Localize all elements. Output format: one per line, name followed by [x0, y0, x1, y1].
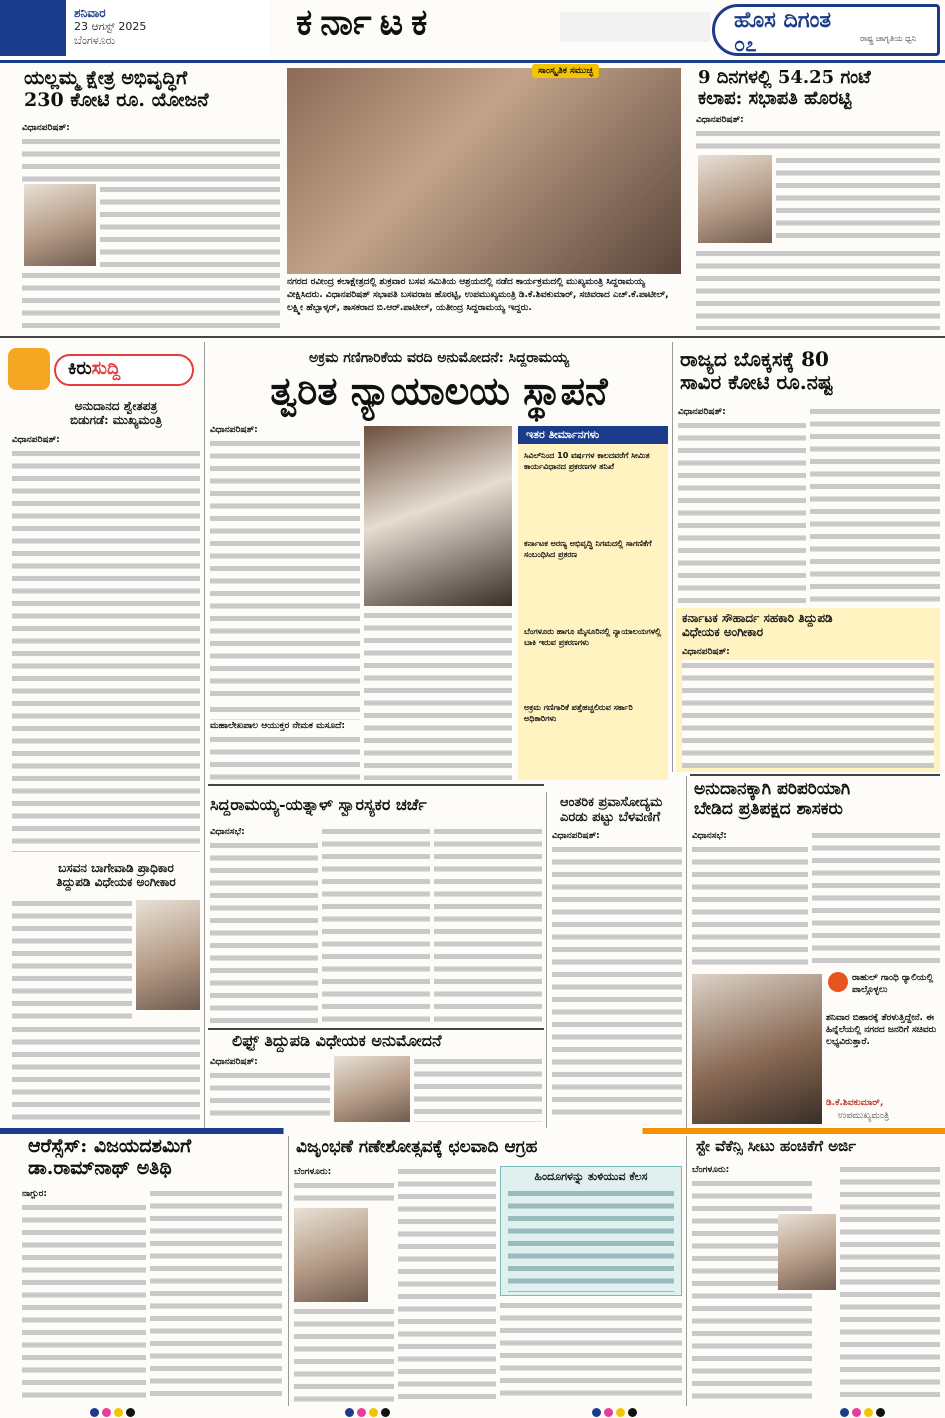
cooperative-body — [682, 660, 934, 768]
loss-headline: ರಾಜ್ಯದ ಬೊಕ್ಕಸಕ್ಕೆ 80 ಸಾವಿರ ಕೋಟಿ ರೂ.ನಷ್ಟ — [680, 347, 833, 394]
lift-dateline: ವಿಧಾನಪರಿಷತ್: — [210, 1057, 258, 1067]
rss-dateline: ನಾಗ್ಪುರ: — [22, 1189, 47, 1199]
masthead-day: ಶನಿವಾರ — [74, 6, 106, 20]
rss-headline: ಆರೆಸ್ಸೆಸ್: ವಿಜಯದಶಮಿಗೆ ಡಾ.ರಾಮ್‌ನಾಥ್ ಅತಿಥಿ — [28, 1135, 192, 1179]
brief2-body-1 — [12, 898, 132, 1022]
yallamma-body-1 — [22, 136, 280, 182]
sidebar-item: ಕರ್ನಾಟಕ ಅರಣ್ಯ ಅಭಿವೃದ್ಧಿ ನಿಗಮದಲ್ಲಿ ಸಾಗಣಿಕೆಗೆ ಸಂಬಂಧಿಸಿದ ಪ್ರಕರಣ — [524, 539, 652, 559]
siddu-yatnal-body-1 — [210, 840, 318, 1024]
loss-dateline: ವಿಧಾನಪರಿಷತ್: — [678, 407, 726, 417]
lead-dateline: ವಿಧಾನಪರಿಷತ್: — [210, 425, 258, 435]
brief2-body-2 — [12, 1024, 200, 1122]
yallamma-body-3 — [22, 270, 280, 328]
registration-dot — [628, 1408, 637, 1417]
photo-caption: ನಗರದ ರವೀಂದ್ರ ಕಲಾಕ್ಷೇತ್ರದಲ್ಲಿ ಶುಕ್ರವಾರ ಬಸವ ಸಮಿತಿಯ ಆಶ್ರಯದಲ್ಲಿ ನಡೆದ ಕಾರ್ಯಕ್ರಮದಲ್ಲಿ ಮುಖ್ಯಮಂತ್ರಿ ಸಿದ್ದರಾಮಯ್ಯ ವೀಕ್ಷಿಸಿದರು. ವಿಧಾನಪರಿಷತ್ ಸಭಾಪತಿ ಬಸವರಾಜ ಹೊರಟ್ಟಿ, ಉಪಮುಖ್ಯಮಂತ್ರಿ ಡಿ.ಕೆ.ಶಿವಕುಮಾರ್, ಸಚಿವರಾದ ಎಚ್.ಕೆ.ಪಾಟೀಲ್, ಲಕ್ಷ್ಮೀ ಹೆಬ್ಬಾಳ್ಕರ್, ತಾಸಕರಾದ ಬಿ.ಆರ್.ಪಾಟೀಲ್, ಯತೀಂದ್ರ ಸಿದ್ದರಾಮಯ್ಯ ಇದ್ದರು. — [287, 277, 669, 313]
col-divider-6 — [686, 1136, 687, 1406]
ganesha-body-4 — [500, 1300, 682, 1402]
lead-body-4 — [210, 734, 360, 780]
registration-dot — [604, 1408, 613, 1417]
masthead-blue-tab — [0, 0, 66, 56]
brief1-body — [12, 448, 200, 852]
ganesha-dateline: ಬೆಂಗಳೂರು: — [294, 1167, 332, 1177]
registration-dot — [381, 1408, 390, 1417]
loss-body-1 — [678, 420, 806, 606]
ganesha-body-2 — [294, 1306, 394, 1402]
lead-body-3 — [210, 704, 360, 720]
col-divider-2 — [672, 342, 673, 772]
yallamma-dateline: ವಿಧಾನಪರಿಷತ್: — [22, 123, 70, 133]
yallamma-headline: ಯಲ್ಲಮ್ಮ ಕ್ಷೇತ್ರ ಅಭಿವೃದ್ಧಿಗೆ 230 ಕೋಟಿ ರೂ. ಯೋಜನೆ — [24, 67, 209, 111]
pointing-hand-icon — [8, 348, 50, 390]
col-divider-5 — [288, 1136, 289, 1406]
page-number: ೦೭ — [734, 32, 757, 56]
lead-body-1 — [210, 438, 360, 702]
registration-dots-4 — [840, 1408, 885, 1417]
grants-photo — [692, 974, 822, 1124]
siddu-yatnal-body-3 — [434, 826, 542, 1024]
registration-dots-1 — [90, 1408, 135, 1417]
session-body-2 — [776, 155, 940, 245]
lead-body-2 — [364, 610, 512, 780]
stay-headline: ಸ್ಟೇ ವೆಕೆನ್ಸಿ ಸೀಟು ಹಂಚಿಕೆಗೆ ಅರ್ಜಿ — [696, 1137, 856, 1155]
col-divider-1 — [204, 342, 205, 1128]
ganesha-portrait — [294, 1208, 368, 1302]
kirusuddi-banner — [2, 346, 202, 394]
registration-dot — [369, 1408, 378, 1417]
cooperative-headline: ಕರ್ನಾಟಕ ಸೌಹಾರ್ದ ಸಹಕಾರಿ ತಿದ್ದುಪಡಿ ವಿಧೇಯಕ ಅಂಗೀಕಾರ — [682, 611, 833, 639]
brief2-portrait — [136, 900, 200, 1010]
sidebar-item: ಬೆಂಗಳೂರು ಹಾಗೂ ಮೈಸೂರಿನಲ್ಲಿ ನ್ಯಾಯಾಲಯಗಳಲ್ಲಿ ಬಾಕಿ ಇರುವ ಪ್ರಕರಣಗಳು — [524, 627, 662, 647]
ganesha-box-body — [508, 1188, 674, 1292]
row4-color-rule — [0, 1128, 945, 1134]
lift-portrait — [334, 1056, 410, 1122]
grants-headline: ಅನುದಾನಕ್ಕಾಗಿ ಪರಿಪರಿಯಾಗಿ ಬೇಡಿದ ಪ್ರತಿಪಕ್ಷದ ಶಾಸಕರು — [694, 779, 851, 819]
lead-photo — [364, 426, 512, 606]
cooperative-dateline: ವಿಧಾನಪರಿಷತ್: — [682, 647, 730, 657]
registration-dots-3 — [592, 1408, 637, 1417]
lead-sidebar-title: ಇತರ ತೀರ್ಮಾನಗಳು — [518, 426, 668, 444]
ganesha-headline: ವಿಜೃಂಭಣೆ ಗಣೇಶೋತ್ಸವಕ್ಕೆ ಛಲವಾದಿ ಆಗ್ರಹ — [296, 1137, 538, 1157]
quote-icon — [828, 972, 848, 992]
row3-rule-left — [208, 784, 544, 786]
stay-dateline: ಬೆಂಗಳೂರು: — [692, 1165, 730, 1175]
col-divider-3 — [546, 792, 547, 1128]
photo-tag: ಸಾಂಸ್ಕೃತಿಕ ಸಮುಚ್ಛ — [532, 64, 599, 78]
registration-dot — [840, 1408, 849, 1417]
registration-dot — [126, 1408, 135, 1417]
ganesha-body-3 — [398, 1166, 496, 1402]
grants-pull-author: ಡಿ.ಕೆ.ಶಿವಕುಮಾರ್, — [826, 1098, 884, 1108]
brief1-dateline: ವಿಧಾನಪರಿಷತ್: — [12, 435, 60, 445]
registration-dot — [864, 1408, 873, 1417]
session-portrait — [698, 155, 772, 243]
registration-dot — [90, 1408, 99, 1417]
brief1-headline: ಅನುದಾನದ ಶ್ವೇತಪತ್ರ ಬಿಡುಗಡೆ: ಮುಖ್ಯಮಂತ್ರಿ — [70, 399, 162, 427]
lead-subhead: ಮಹಾಲೇಖಪಾಲ ಆಯುಕ್ತರ ನೇಮಕ ಮಸೂದೆ: — [210, 721, 345, 731]
lead-headline: ತ್ವರಿತ ನ್ಯಾಯಾಲಯ ಸ್ಥಾಪನೆ — [270, 369, 608, 413]
masthead-band — [560, 12, 710, 42]
stay-portrait — [778, 1214, 836, 1290]
session-body-1 — [696, 128, 940, 152]
registration-dot — [592, 1408, 601, 1417]
section-title: ಕರ್ನಾಟಕ — [296, 2, 436, 43]
ganesha-box-title: ಹಿಂದೂಗಳನ್ನು ತುಳಿಯುವ ಕೆಲಸ — [534, 1170, 648, 1183]
lift-rule — [208, 1028, 544, 1030]
col-divider-4 — [686, 776, 687, 1128]
sidebar-item: ಅಕ್ರಮ ಗಣಿಗಾರಿಕೆ ಪತ್ತೆಹಚ್ಚಲಿರುವ ಸರ್ಕಾರಿ ಅಧಿಕಾರಿಗಳು — [524, 703, 633, 723]
grants-pull-role: ಉಪಮುಖ್ಯಮಂತ್ರಿ — [838, 1111, 890, 1121]
masthead-city: ಬೆಂಗಳೂರು — [74, 34, 116, 47]
masthead-date: 23 ಆಗಸ್ಟ್ 2025 — [74, 20, 147, 33]
session-body-3 — [696, 248, 940, 330]
grants-pull-title: ರಾಹುಲ್ ಗಾಂಧಿ ರ್‍ಯಾಲಿಯಲ್ಲಿ ಪಾಲ್ಗೊಳ್ಳಲು — [852, 973, 934, 995]
siddu-yatnal-dateline: ವಿಧಾನಸಭೆ: — [210, 827, 245, 837]
siddu-yatnal-body-2 — [322, 826, 430, 1024]
lead-kicker: ಅಕ್ರಮ ಗಣಿಗಾರಿಕೆಯ ವರದಿ ಅನುಮೋದನೆ: ಸಿದ್ದರಾಮಯ್ಯ — [308, 350, 570, 366]
grants-body-2 — [812, 830, 940, 968]
lift-headline: ಲಿಫ್ಟ್ ತಿದ್ದುಪಡಿ ವಿಧೇಯಕ ಅನುಮೋದನೆ — [232, 1031, 442, 1050]
lift-body-1 — [210, 1070, 330, 1122]
grants-body-1 — [692, 844, 808, 968]
grants-pull-text: ಶನಿವಾರ ಬಿಹಾರಕ್ಕೆ ತೆರಳುತ್ತಿದ್ದೇನೆ. ಈ ಹಿನ್ನೆಲೆಯಲ್ಲಿ ನಗರದ ಜನರಿಗೆ ಸಚಿವರು ಲಭ್ಯವಿರುತ್ತಾರೆ. — [826, 1013, 937, 1047]
tourism-headline: ಆಂತರಿಕ ಪ್ರವಾಸೋದ್ಯಮ ಎರಡು ಪಟ್ಟು ಬೆಳವಣಿಗೆ — [560, 795, 663, 825]
tourism-body — [552, 844, 682, 1122]
registration-dot — [616, 1408, 625, 1417]
rss-body-2 — [150, 1188, 282, 1402]
tourism-dateline: ವಿಧಾನಪರಿಷತ್: — [552, 831, 600, 841]
yallamma-portrait — [24, 184, 96, 266]
siddu-yatnal-headline: ಸಿದ್ದರಾಮಯ್ಯ-ಯತ್ನಾಳ್ ಸ್ವಾರಸ್ಯಕರ ಚರ್ಚೆ — [210, 795, 427, 814]
masthead-logo-tagline: ರಾಷ್ಟ್ರ ಜಾಗೃತಿಯ ಧ್ವನಿ — [860, 34, 917, 43]
registration-dots-2 — [345, 1408, 390, 1417]
loss-body-2 — [810, 406, 940, 606]
registration-dot — [114, 1408, 123, 1417]
brief2-headline: ಬಸವನ ಬಾಗೇವಾಡಿ ಪ್ರಾಧಿಕಾರ ತಿದ್ದುಪಡಿ ವಿಧೇಯಕ ಅಂಗೀಕಾರ — [56, 861, 176, 889]
session-dateline: ವಿಧಾನಪರಿಷತ್: — [696, 115, 744, 125]
registration-dot — [852, 1408, 861, 1417]
yallamma-body-2 — [100, 184, 280, 268]
stay-body-2 — [840, 1164, 940, 1402]
registration-dot — [102, 1408, 111, 1417]
lift-body-2 — [414, 1056, 542, 1122]
registration-dot — [876, 1408, 885, 1417]
grants-dateline: ವಿಧಾನಸಭೆ: — [692, 831, 727, 841]
sidebar-item: ಸಿವಿಲ್‌ನಿಂದ 10 ವರ್ಷಗಳ ಕಾಲದವರೆಗೆ ಸೀಮಿತ ಕಾರ್ಯವಿಧಾನದ ಪ್ರಕರಣಗಳ ತನಿಖೆ — [524, 451, 650, 471]
row3-rule-right — [690, 774, 940, 776]
lead-sidebar — [518, 426, 668, 780]
registration-dot — [357, 1408, 366, 1417]
masthead-rule — [0, 60, 945, 63]
auditorium-photo — [287, 68, 681, 274]
kirusuddi-label: ಕಿರುಸುದ್ದಿ — [68, 358, 121, 379]
session-headline: 9 ದಿನಗಳಲ್ಲಿ 54.25 ಗಂಟೆ ಕಲಾಪ: ಸಭಾಪತಿ ಹೊರಟ್ಟಿ — [698, 67, 871, 109]
stay-body-1 — [692, 1178, 812, 1402]
rss-body-1 — [22, 1202, 146, 1402]
ganesha-body-1 — [294, 1180, 394, 1204]
registration-dot — [345, 1408, 354, 1417]
masthead-logo: ಹೊಸ ದಿಗಂತ — [734, 8, 832, 33]
row1-rule — [0, 336, 945, 338]
